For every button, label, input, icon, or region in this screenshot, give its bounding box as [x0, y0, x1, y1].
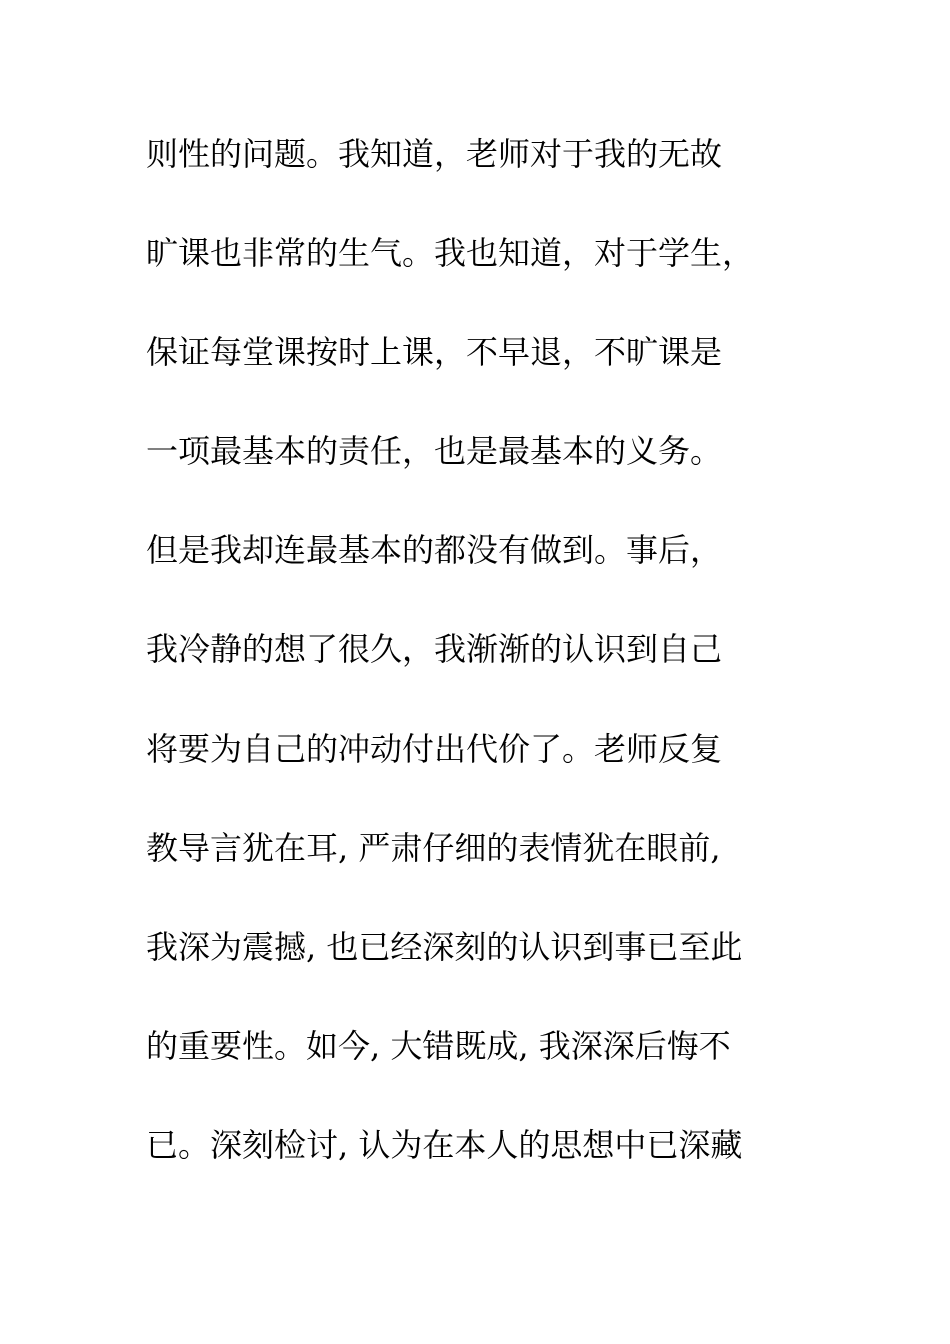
- text-line: 将要为自己的冲动付出代价了。老师反复: [146, 729, 723, 768]
- text-line: 的重要性。如今, 大错既成, 我深深后悔不: [146, 1026, 731, 1065]
- text-line: 则性的问题。我知道，老师对于我的无故: [146, 135, 723, 173]
- text-line: 保证每堂课按时上课，不早退，不旷课是: [146, 333, 723, 372]
- text-line: 但是我却连最基本的都没有做到。事后，: [146, 531, 723, 570]
- text-line: 我深为震撼, 也已经深刻的认识到事已至此: [146, 927, 743, 966]
- text-line: 我冷静的想了很久，我渐渐的认识到自己: [146, 630, 723, 669]
- text-line: 已。深刻检讨, 认为在本人的思想中已深藏: [146, 1125, 743, 1164]
- body-text: [146, 124, 826, 1214]
- text-line: 教导言犹在耳, 严肃仔细的表情犹在眼前,: [146, 828, 721, 867]
- text-line: 一项最基本的责任，也是最基本的义务。: [146, 432, 723, 471]
- text-line: 旷课也非常的生气。我也知道，对于学生，: [146, 234, 755, 273]
